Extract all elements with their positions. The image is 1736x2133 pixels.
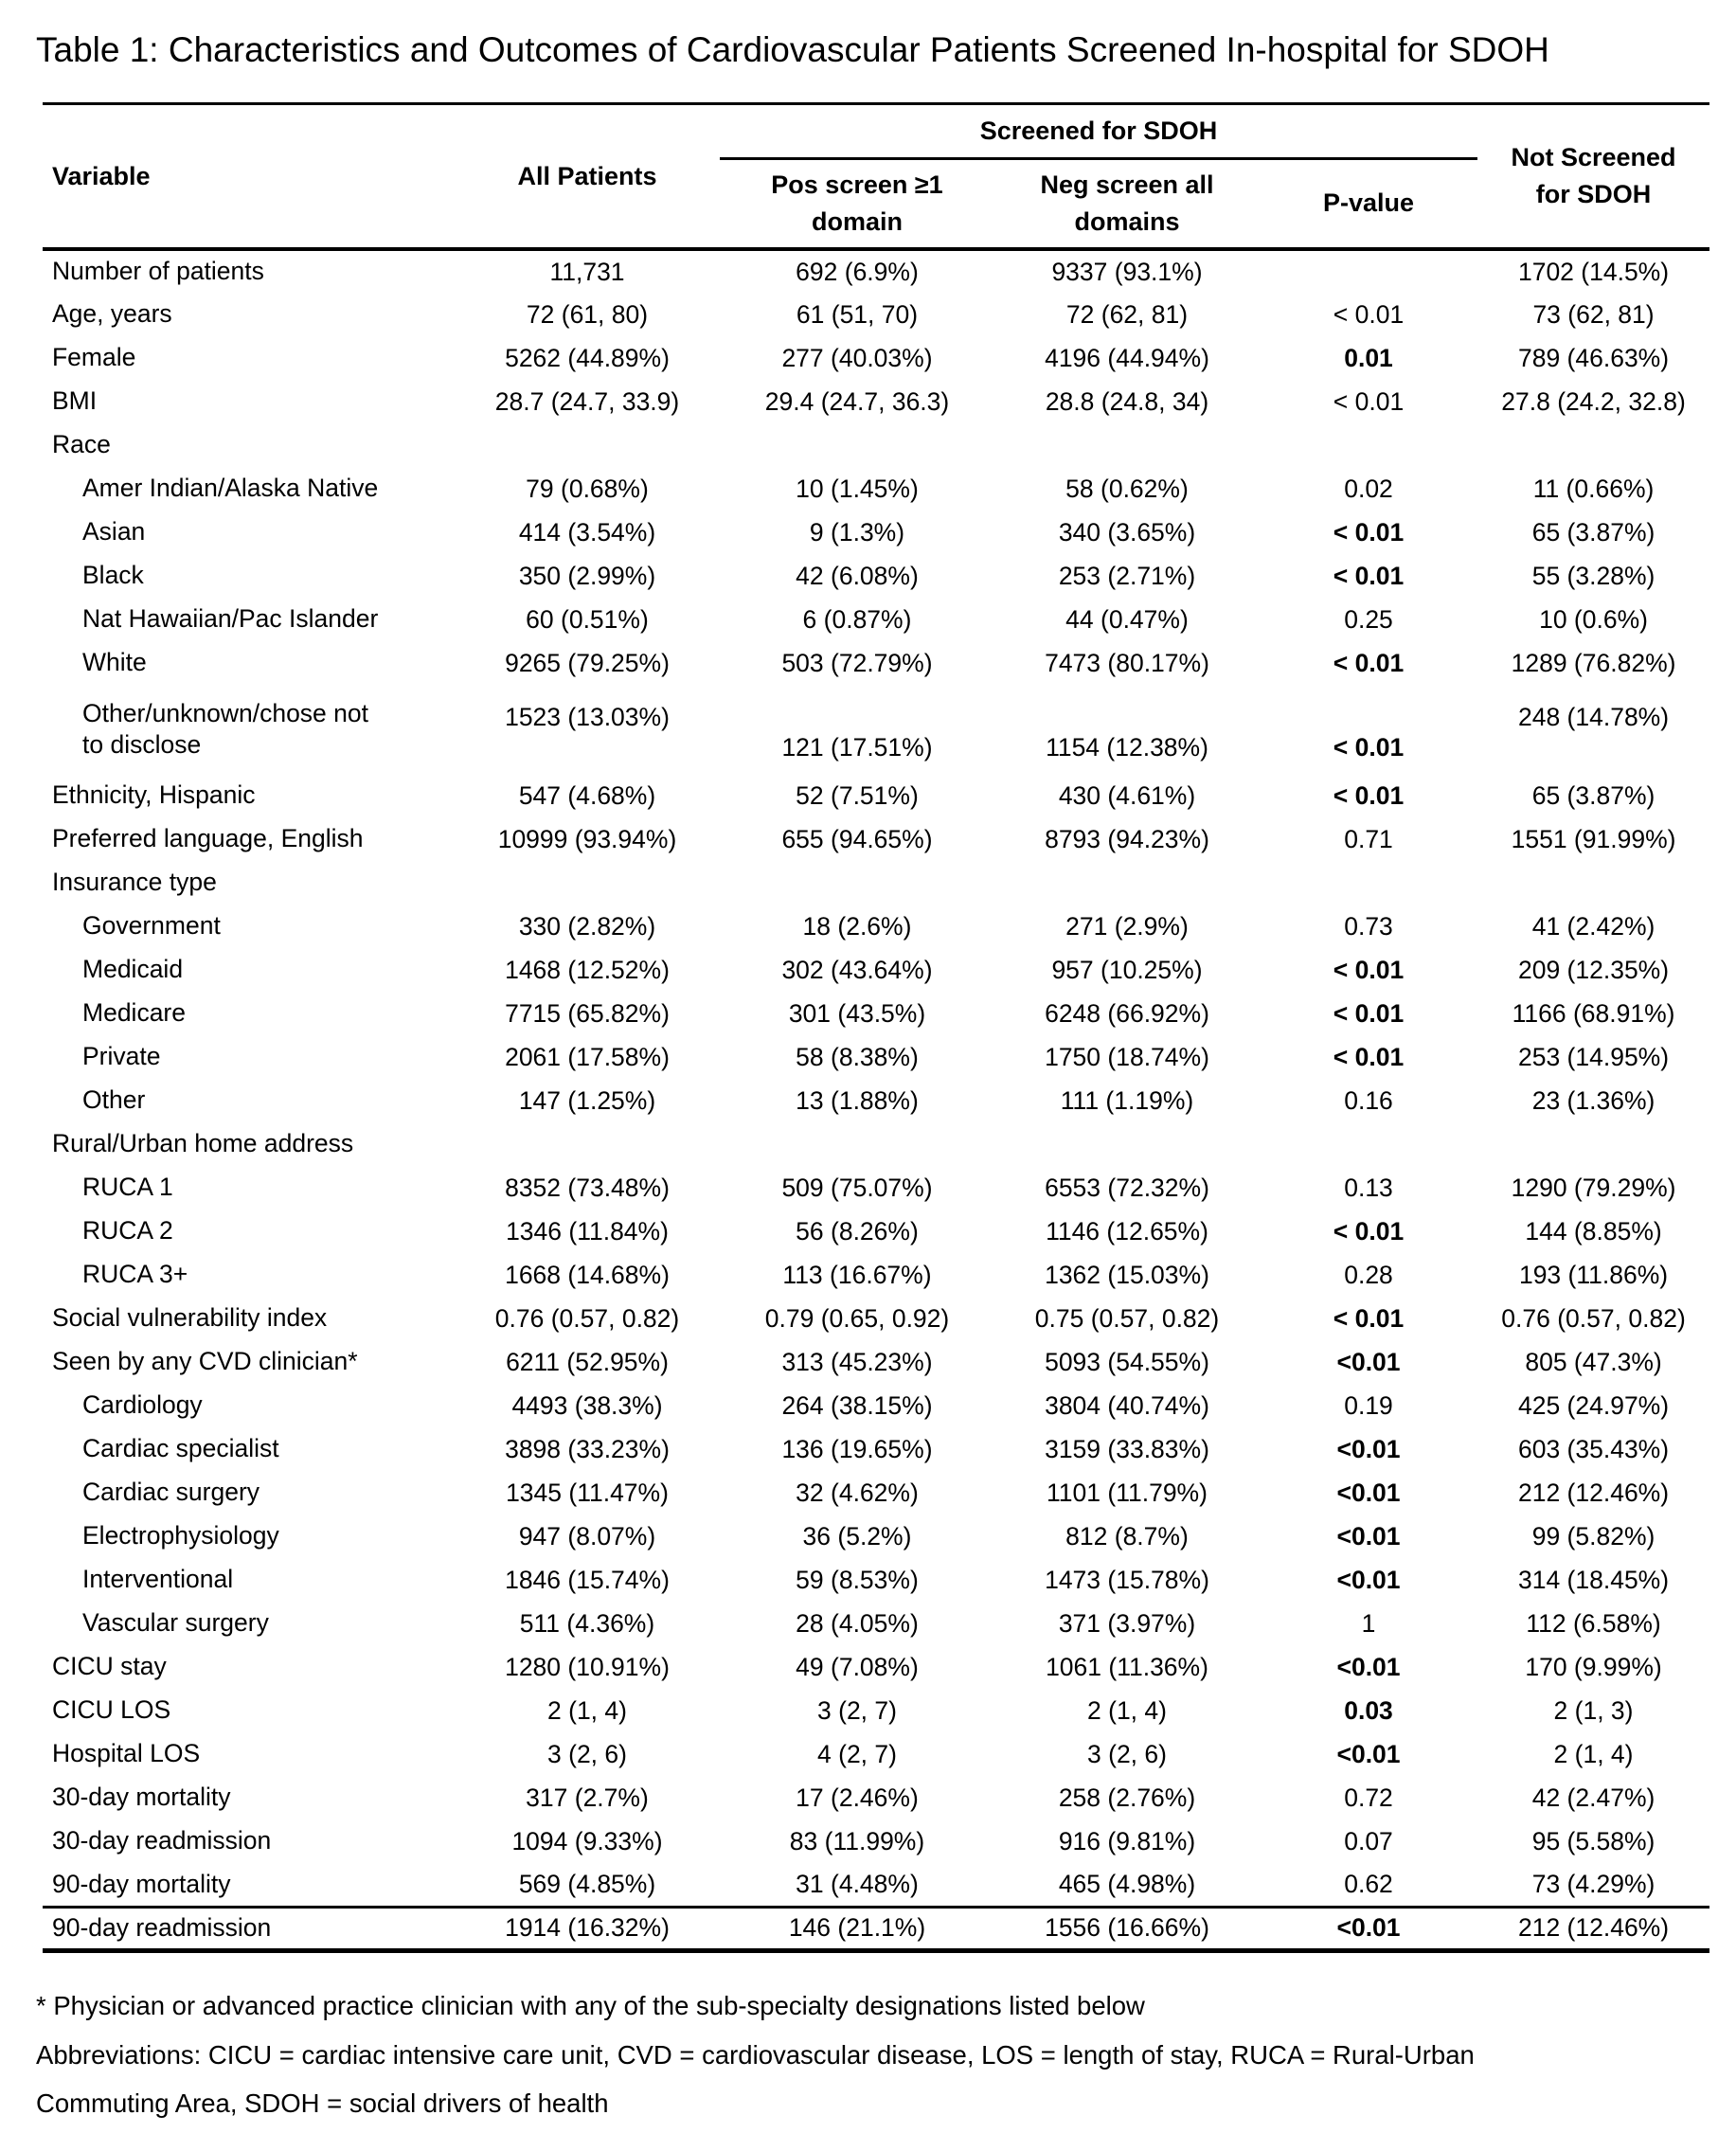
cell-neg-screen: 1061 (11.36%) <box>1046 1652 1208 1681</box>
cell-not-screened: 73 (4.29%) <box>1477 1863 1709 1907</box>
cell-all-patients: 0.76 (0.57, 0.82) <box>494 1303 680 1333</box>
cell-neg-screen: 6553 (72.32%) <box>1045 1173 1209 1202</box>
row-label: Medicare <box>82 998 186 1028</box>
cell-not-screened: 41 (2.42%) <box>1531 911 1655 941</box>
cell-p-value: 0.02 <box>1344 474 1393 503</box>
row-label: Cardiac surgery <box>82 1478 260 1507</box>
cell-neg-screen: 8793 (94.23%) <box>1045 824 1209 853</box>
cell-all-patients: 330 (2.82%) <box>518 911 656 941</box>
cell-all-patients: 547 (4.68%) <box>518 780 656 810</box>
cell-neg-screen: 371 (3.97%) <box>1058 1608 1196 1638</box>
cell-not-screened: 23 (1.36%) <box>1531 1085 1655 1115</box>
row-label: Nat Hawaiian/Pac Islander <box>82 604 379 634</box>
cell-p-value: <0.01 <box>1336 1478 1401 1507</box>
row-label: Black <box>82 561 144 590</box>
cell-all-patients: 11,731 <box>549 257 625 286</box>
table-title: Table 1: Characteristics and Outcomes of Cardiovascular Patients Screened In-hospital for SDOH <box>36 30 1549 69</box>
cell-p-value: < 0.01 <box>1333 517 1405 547</box>
table-row <box>43 1210 1709 1253</box>
cell-not-screened: 1551 (91.99%) <box>1511 824 1676 853</box>
cell-all-patients: 8352 (73.48%) <box>505 1173 670 1202</box>
cell-neg-screen: 3159 (33.83%) <box>1045 1434 1209 1463</box>
cell-neg-screen: 340 (3.65%) <box>1058 517 1196 547</box>
cell-all-patients: 6211 (52.95%) <box>506 1347 669 1376</box>
cell-pos-screen: 113 (16.67%) <box>782 1260 932 1289</box>
row-label: Cardiology <box>82 1390 203 1420</box>
row-label: 30-day readmission <box>52 1826 272 1855</box>
cell-not-screened: 99 (5.82%) <box>1531 1521 1655 1550</box>
row-label: Ethnicity, Hispanic <box>52 780 256 810</box>
cell-pos-screen: 302 (43.64%) <box>781 955 933 984</box>
cell-not-screened: 27.8 (24.2, 32.8) <box>1501 386 1686 416</box>
table-row <box>43 293 1709 336</box>
cell-p-value: <0.01 <box>1336 1434 1401 1463</box>
footnote-asterisk: * Physician or advanced practice clinician with any of the sub-specialty designations listed below <box>36 1991 1145 2020</box>
cell-not-screened: 10 (0.6%) <box>1539 604 1648 634</box>
cell-pos-screen: 58 (8.38%) <box>796 1042 919 1071</box>
cell-not-screened: 73 (62, 81) <box>1532 299 1655 329</box>
cell-pos-screen: 13 (1.88%) <box>796 1085 919 1115</box>
cell-pos-screen: 32 (4.62%) <box>796 1478 919 1507</box>
cell-all-patients: 947 (8.07%) <box>518 1521 656 1550</box>
cell-all-patients: 2 (1, 4) <box>547 1695 627 1725</box>
cell-neg-screen: 3 (2, 6) <box>1087 1739 1167 1768</box>
header-row-group <box>43 104 1709 159</box>
cell-all-patients: 1846 (15.74%) <box>505 1565 670 1594</box>
section-label: Insurance type <box>52 868 217 897</box>
cell-not-screened: 789 (46.63%) <box>1517 343 1670 372</box>
cell-neg-screen: 430 (4.61%) <box>1058 780 1196 810</box>
cell-not-screened: 112 (6.58%) <box>1526 1608 1661 1638</box>
cell-not-screened: 11 (0.66%) <box>1532 474 1655 503</box>
cell-pos-screen: 503 (72.79%) <box>781 648 933 677</box>
cell-pos-screen: 28 (4.05%) <box>796 1608 919 1638</box>
row-label: Other <box>82 1085 146 1115</box>
table-row <box>43 1645 1709 1689</box>
cell-all-patients: 3898 (33.23%) <box>505 1434 670 1463</box>
cell-neg-screen: 111 (1.19%) <box>1060 1085 1194 1115</box>
cell-neg-screen: 271 (2.9%) <box>1065 911 1189 941</box>
row-label: Vascular surgery <box>82 1608 269 1638</box>
cell-p-value: < 0.01 <box>1333 1216 1405 1246</box>
col-header-pos-screen-label: Pos screen ≥1 domain <box>771 170 943 236</box>
cell-pos-screen: 655 (94.65%) <box>781 824 933 853</box>
col-header-not-screened <box>1477 104 1709 250</box>
cell-pos-screen: 52 (7.51%) <box>796 780 919 810</box>
table-row <box>43 1340 1709 1384</box>
table-1-characteristics <box>43 102 1709 1953</box>
cell-p-value: <0.01 <box>1336 1652 1401 1681</box>
cell-not-screened: 805 (47.3%) <box>1525 1347 1662 1376</box>
row-label: Government <box>82 911 221 941</box>
table-row <box>43 1602 1709 1645</box>
cell-p-value: 0.07 <box>1344 1826 1393 1855</box>
cell-not-screened: 2 (1, 3) <box>1553 1695 1634 1725</box>
table-body <box>43 249 1709 1950</box>
cell-not-screened: 603 (35.43%) <box>1517 1434 1670 1463</box>
row-label <box>43 685 455 774</box>
cell-all-patients: 1523 (13.03%) <box>505 702 670 731</box>
cell-p-value: < 0.01 <box>1333 648 1405 677</box>
cell-neg-screen: 258 (2.76%) <box>1058 1783 1196 1812</box>
cell-p-value: 0.01 <box>1344 343 1393 372</box>
cell-not-screened: 0.76 (0.57, 0.82) <box>1501 1303 1686 1333</box>
cell-all-patients: 1094 (9.33%) <box>511 1826 663 1855</box>
cell-p-value: 0.13 <box>1344 1173 1393 1202</box>
cell-not-screened: 248 (14.78%) <box>1517 702 1670 731</box>
cell-pos-screen: 59 (8.53%) <box>796 1565 919 1594</box>
row-label: Amer Indian/Alaska Native <box>82 474 379 503</box>
row-label: BMI <box>52 386 98 416</box>
cell-all-patients: 1468 (12.52%) <box>505 955 670 984</box>
cell-all-patients: 2061 (17.58%) <box>505 1042 670 1071</box>
cell-p-value: < 0.01 <box>1333 299 1405 329</box>
col-header-not-screened-label: Not Screened for SDOH <box>1511 142 1676 208</box>
cell-neg-screen: 0.75 (0.57, 0.82) <box>1034 1303 1220 1333</box>
cell-p-value: < 0.01 <box>1333 955 1405 984</box>
cell-neg-screen: 812 (8.7%) <box>1065 1521 1189 1550</box>
cell-all-patients: 1345 (11.47%) <box>506 1478 669 1507</box>
cell-p-value: 0.62 <box>1260 1863 1477 1907</box>
cell-not-screened: 2 (1, 4) <box>1553 1739 1634 1768</box>
row-label: 90-day mortality <box>43 1863 455 1907</box>
cell-not-screened: 1166 (68.91%) <box>1512 998 1675 1028</box>
row-label: Medicaid <box>82 955 184 984</box>
table-row <box>43 511 1709 554</box>
cell-p-value: <0.01 <box>1336 1521 1401 1550</box>
cell-not-screened: 144 (8.85%) <box>1525 1216 1662 1246</box>
row-label: Seen by any CVD clinician* <box>52 1347 358 1376</box>
table-row <box>43 1384 1709 1427</box>
cell-pos-screen: 9 (1.3%) <box>809 517 905 547</box>
cell-p-value: 0.03 <box>1344 1695 1393 1725</box>
table-row <box>43 774 1709 817</box>
row-label: Number of patients <box>52 257 264 286</box>
cell-all-patients: 10999 (93.94%) <box>497 824 677 853</box>
cell-not-screened: 65 (3.87%) <box>1531 517 1655 547</box>
table-row <box>43 467 1709 511</box>
cell-pos-screen: 277 (40.03%) <box>781 343 933 372</box>
section-label: Race <box>52 430 111 459</box>
col-header-all-patients: All Patients <box>455 104 720 250</box>
table-row <box>43 380 1709 423</box>
table-row <box>43 905 1709 948</box>
cell-p-value: < 0.01 <box>1333 733 1405 762</box>
cell-pos-screen: 17 (2.46%) <box>796 1783 919 1812</box>
cell-neg-screen: 1556 (16.66%) <box>1045 1913 1209 1942</box>
cell-pos-screen: 42 (6.08%) <box>796 561 919 590</box>
table-row <box>43 948 1709 992</box>
cell-all-patients: 511 (4.36%) <box>519 1608 655 1638</box>
cell-neg-screen: 5093 (54.55%) <box>1045 1347 1209 1376</box>
cell-all-patients: 1280 (10.91%) <box>505 1652 670 1681</box>
cell-not-screened: 314 (18.45%) <box>1517 1565 1670 1594</box>
table-row <box>43 1253 1709 1297</box>
cell-p-value: 0.19 <box>1344 1390 1393 1420</box>
table-row <box>43 1732 1709 1776</box>
cell-pos-screen: 136 (19.65%) <box>781 1434 933 1463</box>
table-row <box>43 1689 1709 1732</box>
cell-all-patients: 350 (2.99%) <box>518 561 656 590</box>
row-label: Cardiac specialist <box>82 1434 279 1463</box>
row-label: Social vulnerability index <box>52 1303 328 1333</box>
cell-pos-screen: 61 (51, 70) <box>796 299 919 329</box>
row-label: RUCA 3+ <box>82 1260 188 1289</box>
cell-not-screened: 1289 (76.82%) <box>1511 648 1676 677</box>
table-row <box>43 249 1709 293</box>
table-row <box>43 598 1709 641</box>
cell-p-value: < 0.01 <box>1333 1303 1405 1333</box>
cell-all-patients: 414 (3.54%) <box>518 517 656 547</box>
cell-neg-screen: 916 (9.81%) <box>1058 1826 1196 1855</box>
cell-all-patients: 3 (2, 6) <box>547 1739 627 1768</box>
cell-pos-screen: 264 (38.15%) <box>781 1390 933 1420</box>
row-label: Asian <box>82 517 146 547</box>
footnote-abbreviations: Abbreviations: CICU = cardiac intensive care unit, CVD = cardiovascular disease, LOS = length of stay, RUCA = Rural-Urban Commuting Area, SDOH = social drivers of health <box>36 2039 1475 2119</box>
cell-neg-screen: 1146 (12.65%) <box>1046 1216 1208 1246</box>
cell-all-patients: 1668 (14.68%) <box>505 1260 670 1289</box>
table-row <box>43 1297 1709 1340</box>
cell-all-patients: 7715 (65.82%) <box>505 998 670 1028</box>
cell-not-screened: 42 (2.47%) <box>1531 1783 1655 1812</box>
cell-pos-screen: 10 (1.45%) <box>796 474 919 503</box>
col-header-pos-screen <box>720 159 994 250</box>
row-label: 30-day mortality <box>52 1783 231 1812</box>
cell-p-value: <0.01 <box>1336 1913 1401 1942</box>
cell-pos-screen: 83 (11.99%) <box>789 1826 925 1855</box>
cell-pos-screen: 56 (8.26%) <box>796 1216 919 1246</box>
row-label: White <box>82 648 147 677</box>
col-header-variable: Variable <box>43 104 455 250</box>
cell-all-patients: 4493 (38.3%) <box>511 1390 663 1420</box>
table-row <box>43 1819 1709 1863</box>
cell-pos-screen: 31 (4.48%) <box>720 1863 994 1907</box>
cell-p-value: 0.73 <box>1344 911 1393 941</box>
cell-all-patients: 60 (0.51%) <box>526 604 649 634</box>
cell-neg-screen: 465 (4.98%) <box>994 1863 1260 1907</box>
table-row <box>43 641 1709 685</box>
row-label: CICU LOS <box>52 1695 171 1725</box>
cell-not-screened: 193 (11.86%) <box>1518 1260 1669 1289</box>
cell-all-patients: 1346 (11.84%) <box>506 1216 669 1246</box>
cell-not-screened: 55 (3.28%) <box>1531 561 1655 590</box>
cell-pos-screen: 509 (75.07%) <box>781 1173 933 1202</box>
table-header <box>43 104 1709 250</box>
cell-pos-screen: 3 (2, 7) <box>817 1695 897 1725</box>
table-row <box>43 1427 1709 1471</box>
row-label: Private <box>82 1042 161 1071</box>
cell-pos-screen: 313 (45.23%) <box>781 1347 933 1376</box>
cell-neg-screen: 6248 (66.92%) <box>1045 998 1209 1028</box>
table-row <box>43 992 1709 1035</box>
cell-not-screened: 209 (12.35%) <box>1517 955 1670 984</box>
cell-pos-screen: 301 (43.5%) <box>788 998 926 1028</box>
table-row <box>43 336 1709 380</box>
col-header-p-value: P-value <box>1260 159 1477 250</box>
cell-neg-screen: 1154 (12.38%) <box>1046 733 1208 762</box>
cell-pos-screen: 6 (0.87%) <box>802 604 912 634</box>
cell-neg-screen: 1473 (15.78%) <box>1045 1565 1209 1594</box>
cell-all-patients: 317 (2.7%) <box>526 1783 649 1812</box>
table-row <box>43 817 1709 861</box>
row-label: Age, years <box>52 299 172 329</box>
cell-neg-screen: 253 (2.71%) <box>1058 561 1196 590</box>
table-row <box>43 554 1709 598</box>
row-label: 90-day readmission <box>52 1912 272 1942</box>
cell-not-screened: 212 (12.46%) <box>1517 1478 1670 1507</box>
cell-pos-screen: 121 (17.51%) <box>781 733 933 762</box>
cell-pos-screen: 0.79 (0.65, 0.92) <box>764 1303 950 1333</box>
cell-neg-screen: 957 (10.25%) <box>1051 955 1203 984</box>
cell-not-screened: 212 (12.46%) <box>1517 1913 1670 1942</box>
col-header-neg-screen-label: Neg screen all domains <box>1040 170 1214 236</box>
cell-neg-screen: 72 (62, 81) <box>1065 299 1189 329</box>
cell-all-patients: 72 (61, 80) <box>526 299 649 329</box>
cell-p-value: <0.01 <box>1336 1739 1401 1768</box>
cell-neg-screen: 28.8 (24.8, 34) <box>1045 386 1209 416</box>
cell-p-value: 0.16 <box>1344 1085 1393 1115</box>
cell-p-value: < 0.01 <box>1333 1042 1405 1071</box>
cell-neg-screen: 44 (0.47%) <box>1065 604 1189 634</box>
row-label: Hospital LOS <box>52 1739 201 1768</box>
table-row <box>43 1776 1709 1819</box>
cell-not-screened: 425 (24.97%) <box>1517 1390 1670 1420</box>
cell-p-value: < 0.01 <box>1333 998 1405 1028</box>
cell-p-value: < 0.01 <box>1333 780 1405 810</box>
cell-pos-screen: 49 (7.08%) <box>796 1652 919 1681</box>
cell-neg-screen: 4196 (44.94%) <box>1045 343 1209 372</box>
cell-not-screened: 253 (14.95%) <box>1517 1042 1670 1071</box>
cell-p-value <box>1260 249 1477 293</box>
table-row <box>43 1558 1709 1602</box>
cell-neg-screen: 1750 (18.74%) <box>1045 1042 1209 1071</box>
row-label: Interventional <box>82 1565 234 1594</box>
cell-p-value: 0.28 <box>1344 1260 1393 1289</box>
cell-p-value: 0.72 <box>1344 1783 1393 1812</box>
cell-pos-screen: 36 (5.2%) <box>802 1521 912 1550</box>
cell-all-patients: 79 (0.68%) <box>526 474 649 503</box>
row-label: Female <box>52 343 136 372</box>
cell-pos-screen: 146 (21.1%) <box>788 1913 926 1942</box>
row-label: Electrophysiology <box>82 1521 279 1550</box>
row-label-text: Other/unknown/chose not to disclose <box>82 698 368 759</box>
section-row <box>43 423 1709 467</box>
cell-not-screened: 1702 (14.5%) <box>1517 257 1670 286</box>
table-row <box>43 1863 1709 1907</box>
cell-p-value: <0.01 <box>1336 1347 1401 1376</box>
cell-not-screened: 95 (5.58%) <box>1531 1826 1655 1855</box>
cell-all-patients: 1914 (16.32%) <box>505 1913 670 1942</box>
footnotes <box>36 1981 1712 2128</box>
cell-pos-screen: 4 (2, 7) <box>817 1739 897 1768</box>
cell-neg-screen: 2 (1, 4) <box>1087 1695 1167 1725</box>
table-row <box>43 1515 1709 1558</box>
cell-not-screened: 170 (9.99%) <box>1525 1652 1662 1681</box>
cell-neg-screen: 7473 (80.17%) <box>1045 648 1209 677</box>
table-row <box>43 1907 1709 1950</box>
row-label: RUCA 1 <box>82 1173 173 1202</box>
section-row <box>43 1122 1709 1166</box>
cell-neg-screen: 58 (0.62%) <box>1065 474 1189 503</box>
table-row <box>43 1079 1709 1122</box>
col-header-screened-group: Screened for SDOH <box>720 104 1477 159</box>
cell-all-patients: 5262 (44.89%) <box>505 343 670 372</box>
table-row <box>43 1035 1709 1079</box>
cell-p-value: < 0.01 <box>1333 561 1405 590</box>
row-label: RUCA 2 <box>82 1216 173 1246</box>
cell-p-value: <0.01 <box>1336 1565 1401 1594</box>
cell-pos-screen: 29.4 (24.7, 36.3) <box>764 386 950 416</box>
cell-p-value: 1 <box>1361 1608 1376 1638</box>
cell-not-screened: 65 (3.87%) <box>1531 780 1655 810</box>
cell-not-screened: 1290 (79.29%) <box>1511 1173 1676 1202</box>
cell-all-patients: 28.7 (24.7, 33.9) <box>494 386 680 416</box>
cell-neg-screen: 1101 (11.79%) <box>1047 1478 1208 1507</box>
table-row <box>43 1471 1709 1515</box>
section-label: Rural/Urban home address <box>52 1129 354 1158</box>
cell-pos-screen: 692 (6.9%) <box>796 257 919 286</box>
table-row <box>43 1166 1709 1210</box>
cell-all-patients: 147 (1.25%) <box>518 1085 656 1115</box>
section-row <box>43 861 1709 905</box>
cell-p-value: 0.25 <box>1344 604 1393 634</box>
table-row <box>43 685 1709 774</box>
row-label: Preferred language, English <box>52 824 364 853</box>
cell-pos-screen: 18 (2.6%) <box>802 911 912 941</box>
row-label: CICU stay <box>52 1652 167 1681</box>
cell-neg-screen: 1362 (15.03%) <box>1045 1260 1209 1289</box>
cell-neg-screen: 9337 (93.1%) <box>1051 257 1203 286</box>
cell-all-patients: 569 (4.85%) <box>455 1863 720 1907</box>
col-header-neg-screen <box>994 159 1260 250</box>
cell-neg-screen: 3804 (40.74%) <box>1045 1390 1209 1420</box>
cell-p-value: 0.71 <box>1344 824 1393 853</box>
cell-p-value: < 0.01 <box>1333 386 1405 416</box>
cell-all-patients: 9265 (79.25%) <box>505 648 670 677</box>
